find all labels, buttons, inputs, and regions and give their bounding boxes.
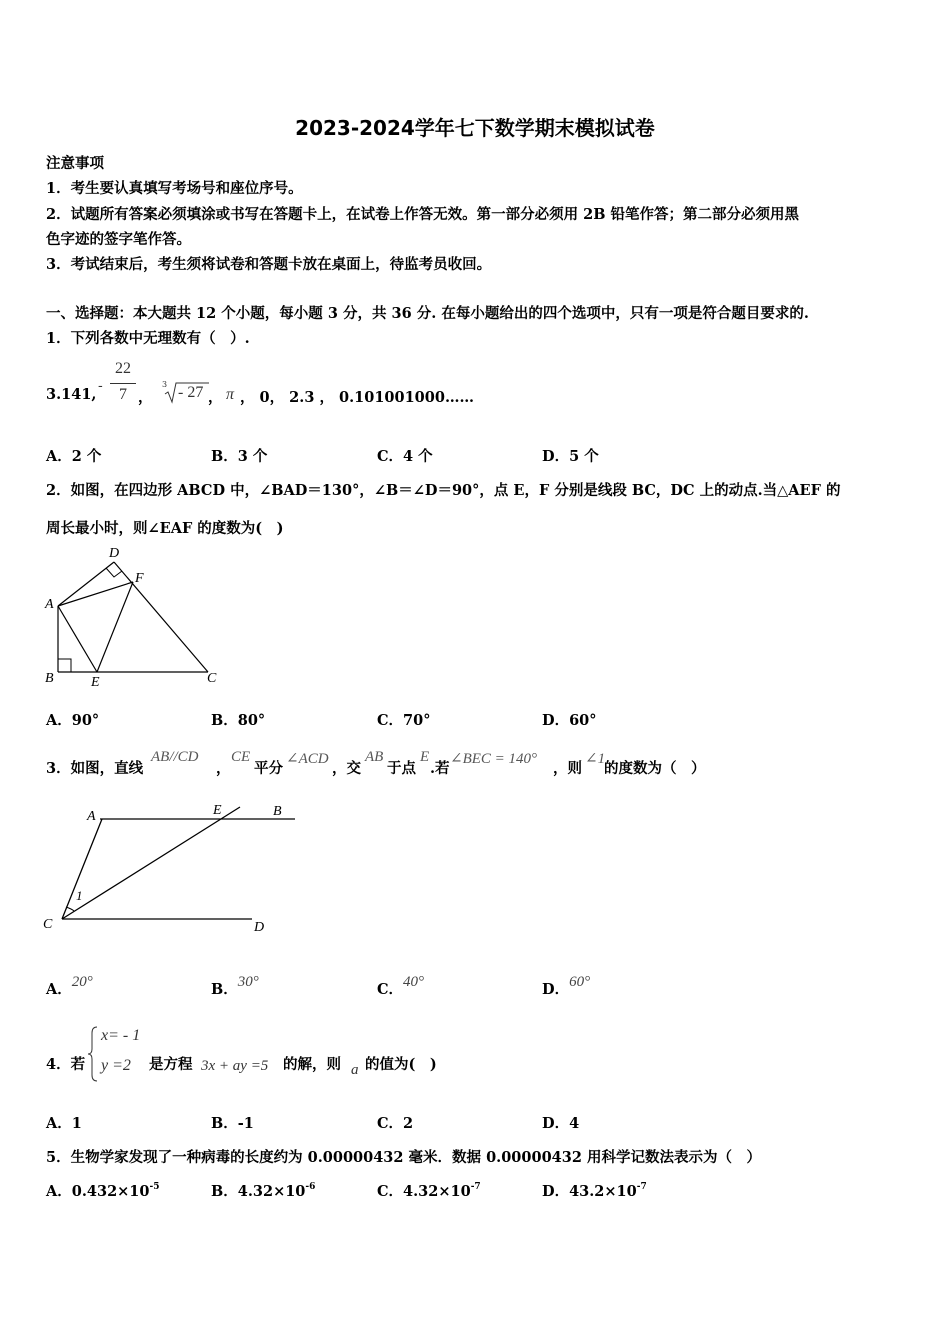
option-base: D．43.2×10 [542, 1183, 637, 1200]
option-exponent: -6 [305, 1182, 316, 1192]
notice-item: 色字迹的签字笔作答。 [46, 231, 191, 248]
q4-variable: a [351, 1062, 359, 1078]
q3-label-d: D [254, 920, 265, 935]
q1-comma: ， [208, 389, 223, 406]
notice-heading: 注意事项 [46, 155, 104, 172]
option-base: B．4.32×10 [211, 1183, 306, 1200]
q2-label-b: B [45, 671, 54, 686]
q1-comma: ， [138, 389, 153, 406]
q3-math: E [420, 749, 430, 765]
q5-option-a[interactable] [46, 1180, 159, 1201]
q1-fraction-denominator: 7 [119, 386, 127, 403]
q5-stem: 5．生物学家发现了一种病毒的长度约为 0.00000432 毫米．数据 0.00000432 用科学记数法表示为（ ） [46, 1149, 761, 1166]
q3-stem: ，交 [332, 760, 361, 777]
option-value: 30° [237, 974, 259, 990]
q2-option-a[interactable]: A．90° [46, 712, 100, 729]
q3-label-a: A [87, 809, 96, 824]
q3-math: ∠1 [585, 751, 606, 767]
notice-item: 2．试题所有答案必须填涂或书写在答题卡上，在试卷上作答无效。第一部分必须用 2B 铅笔作答；第二部分必须用黑 [46, 206, 800, 223]
q3-math: AB//CD [151, 749, 199, 765]
q3-stem: ， [216, 760, 231, 777]
q5-option-c[interactable] [377, 1180, 481, 1201]
q3-stem: 于点 [387, 760, 416, 777]
option-exponent: -7 [636, 1182, 647, 1192]
q1-fraction-bar [110, 383, 136, 384]
notice-item: 3．考试结束后，考生须将试卷和答题卡放在桌面上，待监考员收回。 [46, 256, 492, 273]
q2-label-d: D [109, 546, 120, 561]
q1-option-d[interactable]: D．5 个 [542, 448, 599, 465]
q5-option-d[interactable] [542, 1180, 647, 1201]
q3-option-c[interactable] [377, 974, 425, 999]
q3-option-b[interactable] [211, 974, 259, 999]
option-letter: D． [542, 981, 570, 998]
q2-label-a: A [45, 597, 54, 612]
option-base: C．4.32×10 [377, 1183, 471, 1200]
q4-stem: 4．若 [46, 1056, 86, 1073]
q3-math: ∠ACD [286, 751, 329, 767]
option-value: 40° [403, 974, 425, 990]
q4-option-d[interactable]: D．4 [542, 1115, 580, 1132]
option-value: 20° [71, 974, 93, 990]
option-letter: A． [46, 981, 72, 998]
q1-root-index: 3 [162, 380, 168, 389]
q4-option-b[interactable]: B．-1 [211, 1115, 254, 1132]
q2-quadrilateral-figure [40, 542, 240, 692]
q1-pi: π [226, 386, 235, 403]
option-exponent: -7 [470, 1182, 481, 1192]
notice-item: 1．考生要认真填写考场号和座位序号。 [46, 180, 303, 197]
q4-system-eq2: y =2 [101, 1057, 131, 1074]
q3-label-angle-1: 1 [76, 888, 83, 903]
option-letter: C． [377, 981, 404, 998]
option-letter: B． [211, 981, 238, 998]
q3-stem: 平分 [254, 760, 283, 777]
q3-math: ∠BEC = 140° [450, 751, 538, 767]
q2-label-e: E [91, 675, 100, 690]
q4-stem: 的值为( ) [365, 1056, 437, 1073]
q3-stem: ，则 [553, 760, 582, 777]
q3-parallel-lines-figure [40, 795, 310, 945]
q2-option-c[interactable]: C．70° [377, 712, 431, 729]
option-value: 60° [569, 974, 591, 990]
q1-minus: - [98, 378, 103, 394]
q3-label-e: E [213, 803, 222, 818]
q1-option-c[interactable]: C．4 个 [377, 448, 433, 465]
q3-label-c: C [43, 917, 53, 932]
q4-stem: 是方程 [149, 1056, 193, 1073]
q1-option-a[interactable]: A．2 个 [46, 448, 102, 465]
section-heading: 一、选择题：本大题共 12 个小题，每小题 3 分，共 36 分. 在每小题给出的四个选项中，只有一项是符合题目要求的. [46, 305, 809, 322]
q5-option-b[interactable] [211, 1180, 315, 1201]
q2-stem: 2．如图，在四边形 ABCD 中，∠BAD＝130°，∠B＝∠D＝90°，点 E，F 分别是线段 BC，DC 上的动点.当△AEF 的 [46, 482, 841, 499]
q4-option-c[interactable]: C．2 [377, 1115, 414, 1132]
q1-fraction-numerator: 22 [115, 360, 131, 377]
q3-option-a[interactable] [46, 974, 93, 999]
q3-math: AB [365, 749, 384, 765]
q3-stem: .若 [430, 760, 450, 777]
q2-stem: 周长最小时，则∠EAF 的度数为( ) [46, 520, 284, 537]
q2-label-c: C [207, 671, 217, 686]
q4-equation: 3x + ay =5 [201, 1058, 269, 1074]
page-title: 2023-2024学年七下数学期末模拟试卷 [295, 116, 655, 140]
q3-math: CE [231, 749, 251, 765]
q1-stem: 1．下列各数中无理数有（ ）. [46, 330, 250, 347]
q2-label-f: F [135, 571, 144, 586]
q4-option-a[interactable]: A．1 [46, 1115, 82, 1132]
q2-option-d[interactable]: D．60° [542, 712, 597, 729]
q1-rest: ， 0， 2.3 ， 0.101001000…… [240, 389, 474, 406]
q4-system-eq1: x= - 1 [101, 1027, 141, 1044]
q4-stem: 的解，则 [283, 1056, 341, 1073]
q1-radicand: - 27 [178, 384, 204, 401]
option-exponent: -5 [149, 1182, 160, 1192]
q1-number: 3.141, [46, 386, 97, 403]
option-base: A．0.432×10 [46, 1183, 150, 1200]
q3-label-b: B [273, 804, 282, 819]
q3-stem: 3．如图，直线 [46, 760, 144, 777]
q3-stem: 的度数为（ ） [604, 760, 706, 777]
q3-option-d[interactable] [542, 974, 591, 999]
q1-option-b[interactable]: B．3 个 [211, 448, 268, 465]
q2-option-b[interactable]: B．80° [211, 712, 266, 729]
brace-icon [86, 1025, 100, 1083]
